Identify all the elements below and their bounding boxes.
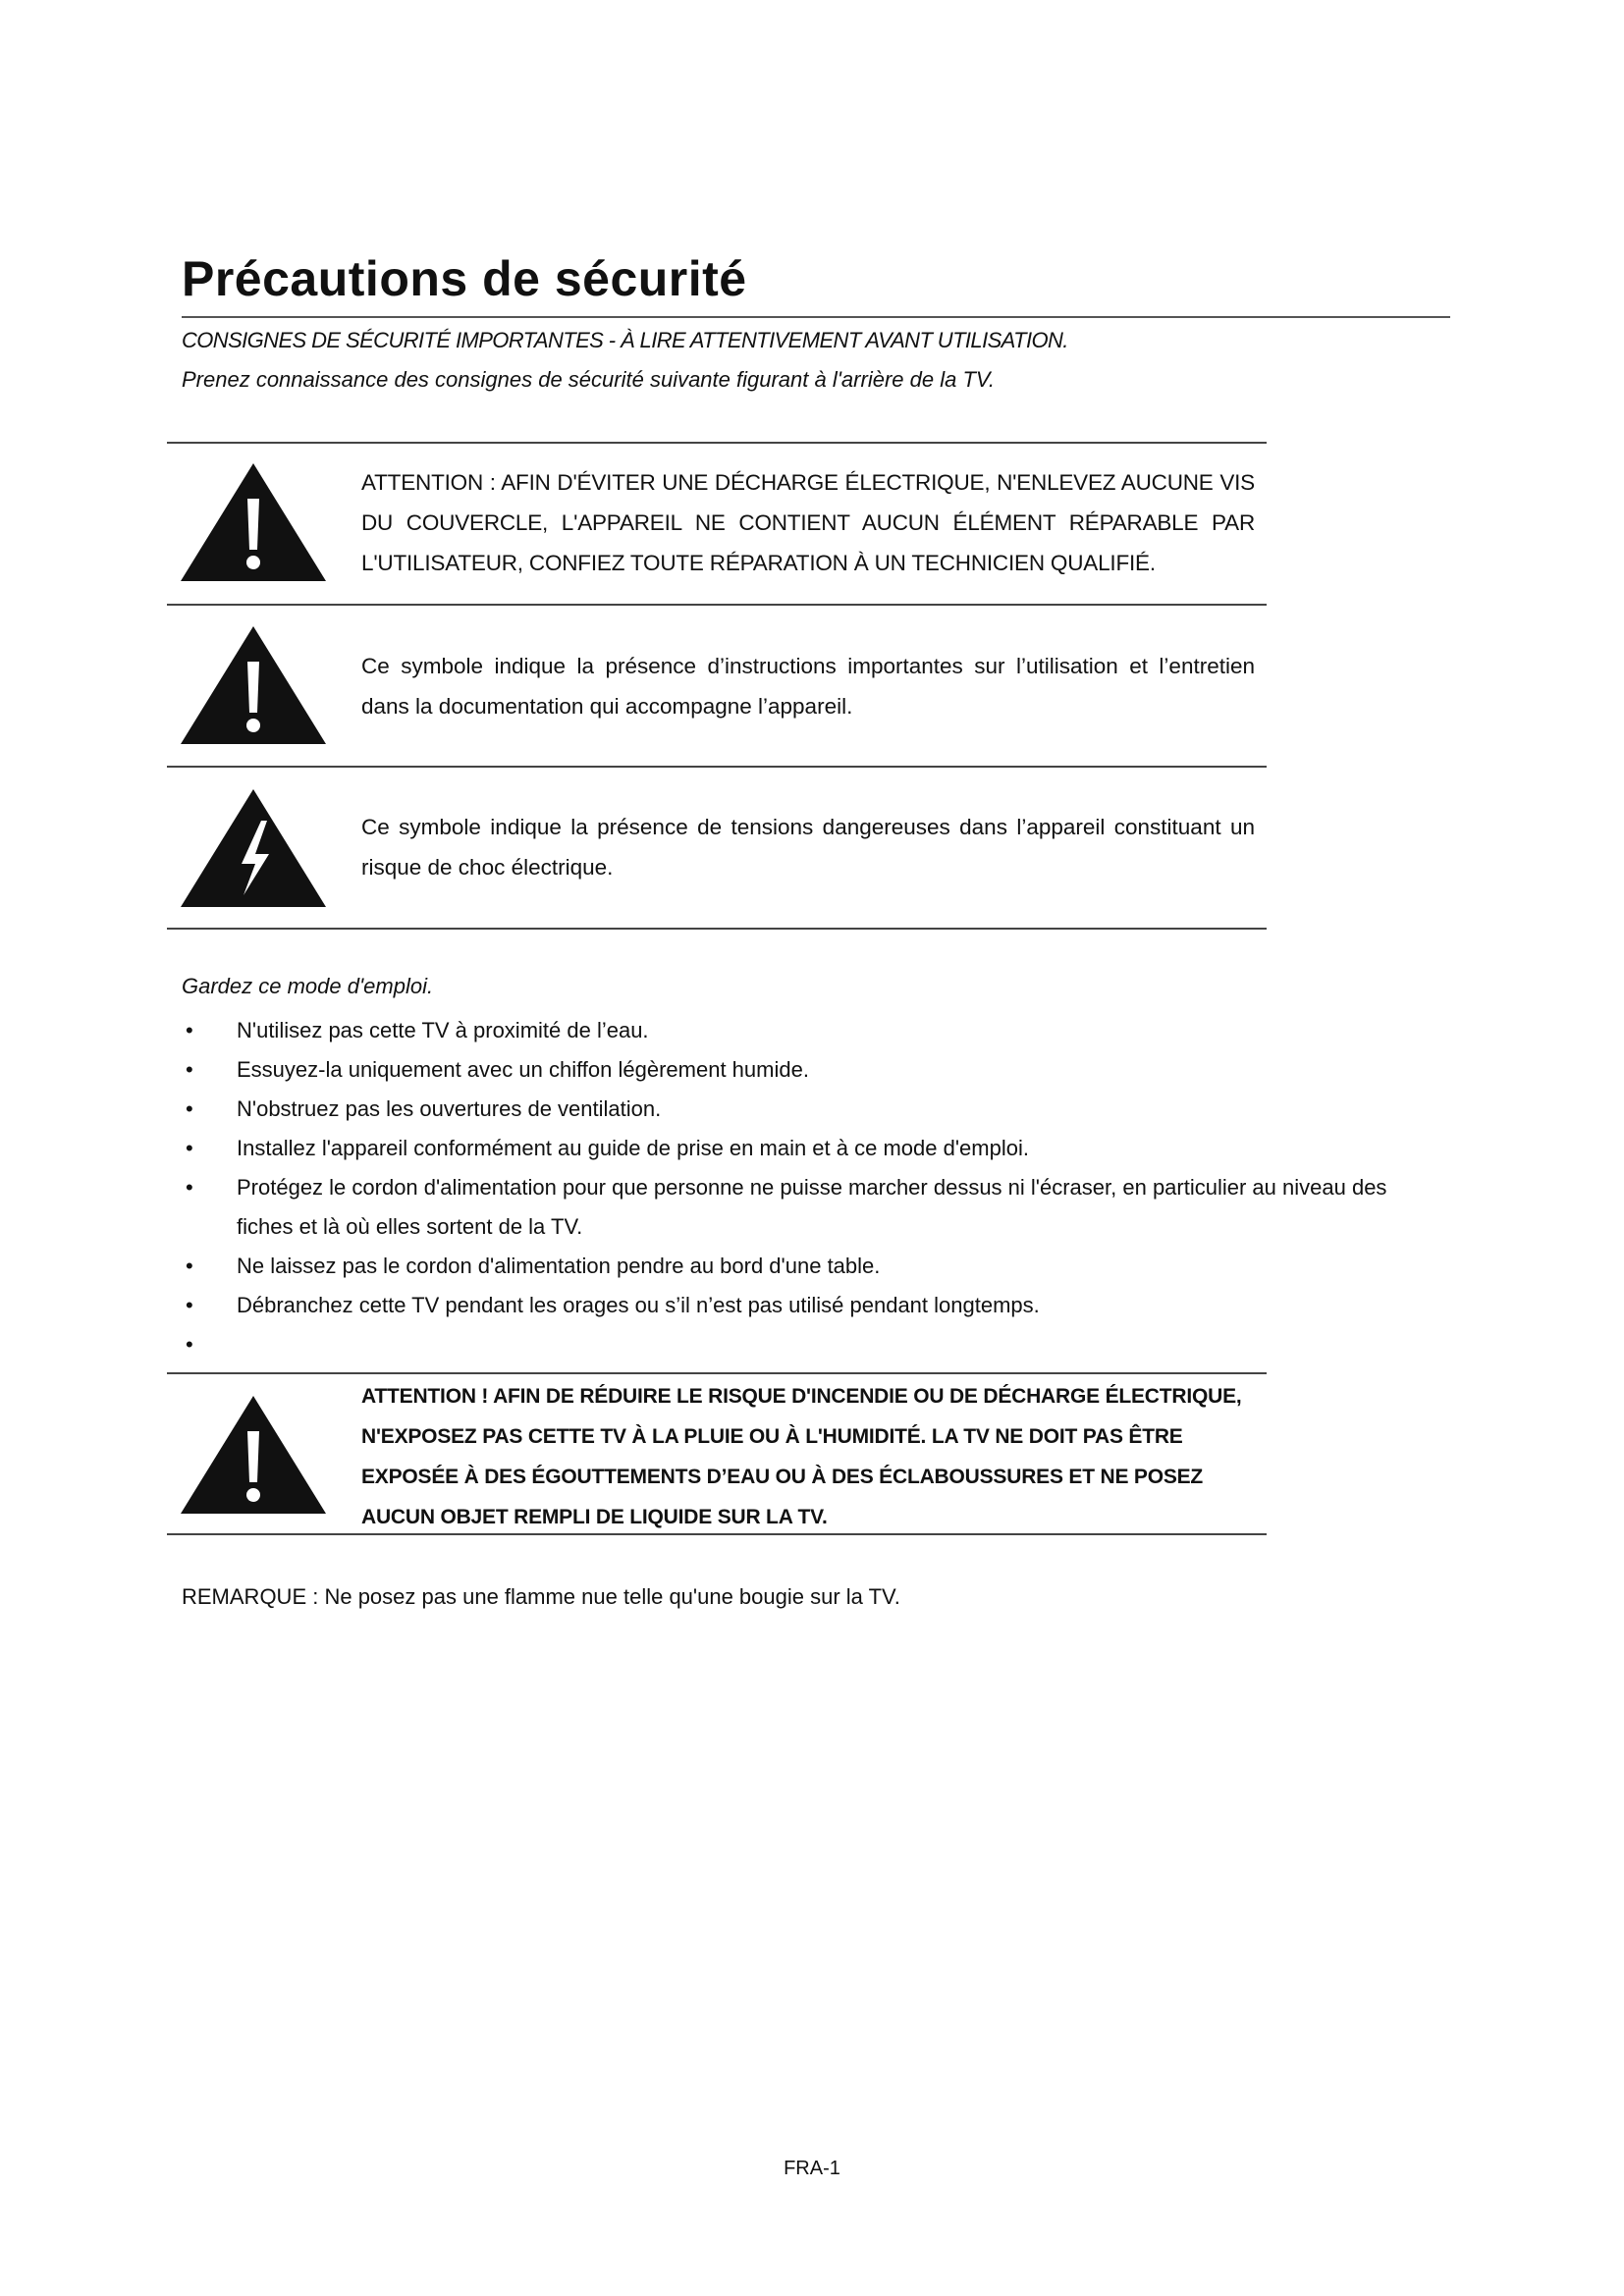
warning-table-divider (167, 766, 1267, 768)
bullet-marker: • (186, 1254, 193, 1278)
bullet-text: Ne laissez pas le cordon d'alimentation pendre au bord d'une table. (237, 1254, 881, 1278)
bullet-text: N'utilisez pas cette TV à proximité de l’eau. (237, 1018, 649, 1042)
bullet-text: Débranchez cette TV pendant les orages ou s’il n’est pas utilisé pendant longtemps. (237, 1293, 1040, 1317)
remark-note: REMARQUE : Ne posez pas une flamme nue telle qu'une bougie sur la TV. (182, 1584, 900, 1609)
exclamation-triangle-icon (179, 459, 328, 585)
bullet-text: N'obstruez pas les ouvertures de ventilation. (237, 1096, 662, 1121)
bullet-text: Protégez le cordon d'alimentation pour que personne ne puisse marcher dessus ni l'écraser, en particulier au niveau des fiches et là où elles sortent de la TV. (237, 1175, 1387, 1239)
list-item (182, 1325, 1448, 1364)
warning-voltage-text: Ce symbole indique la présence de tensions dangereuses dans l’appareil constituant un risque de choc électrique. (361, 815, 1255, 880)
bullet-marker: • (186, 1175, 193, 1200)
title-divider (182, 316, 1450, 318)
keep-manual-note: Gardez ce mode d'emploi. (182, 974, 434, 998)
bullet-text: Installez l'appareil conformément au guide de prise en main et à ce mode d'emploi. (237, 1136, 1029, 1160)
list-item (182, 1129, 1448, 1168)
page-number: FRA-1 (784, 2158, 840, 2179)
fire-warning-divider (167, 1372, 1267, 1374)
warning-instructions-text: Ce symbole indique la présence d’instructions importantes sur l’utilisation et l’entretien dans la documentation qui accompagne l’appareil. (361, 654, 1255, 719)
list-item (182, 1011, 1448, 1050)
bullet-marker: • (186, 1057, 193, 1082)
warning-no-screws-text: ATTENTION : AFIN D'ÉVITER UNE DÉCHARGE ÉLECTRIQUE, N'ENLEVEZ AUCUNE VIS DU COUVERCLE, L'APPAREIL NE CONTIENT AUCUN ÉLÉMENT RÉPARABLE PAR L'UTILISATEUR, CONFIEZ TOUTE RÉPARATION À UN TECHNICIEN QUALIFIÉ. (361, 470, 1255, 575)
warning-table-divider (167, 442, 1267, 444)
warning-table-divider (167, 604, 1267, 606)
list-item (182, 1168, 1448, 1247)
lightning-triangle-icon (179, 785, 328, 911)
bullet-marker: • (186, 1136, 193, 1160)
fire-warning-divider (167, 1533, 1267, 1535)
bullet-marker: • (186, 1018, 193, 1042)
list-item (182, 1050, 1448, 1090)
exclamation-triangle-icon (179, 1392, 328, 1518)
fire-warning-text: ATTENTION ! AFIN DE RÉDUIRE LE RISQUE D'INCENDIE OU DE DÉCHARGE ÉLECTRIQUE, N'EXPOSEZ PAS CETTE TV À LA PLUIE OU À L'HUMIDITÉ. LA TV NE DOIT PAS ÊTRE EXPOSÉE À DES ÉGOUTTEMENTS D’EAU OU À DES ÉCLABOUSSURES ET NE POSEZ AUCUN OBJET REMPLI DE LIQUIDE SUR LA TV. (361, 1385, 1242, 1528)
bullet-text: Essuyez-la uniquement avec un chiffon légèrement humide. (237, 1057, 809, 1082)
list-item (182, 1286, 1448, 1325)
intro-rear-label-line: Prenez connaissance des consignes de sécurité suivante figurant à l'arrière de la TV. (182, 367, 996, 392)
list-item (182, 1090, 1448, 1129)
safety-bullet-list (182, 1011, 1448, 1364)
bullet-marker: • (186, 1332, 193, 1357)
intro-important-line: CONSIGNES DE SÉCURITÉ IMPORTANTES - À LIRE ATTENTIVEMENT AVANT UTILISATION. (182, 328, 1068, 352)
page-title: Précautions de sécurité (182, 251, 747, 306)
exclamation-triangle-icon (179, 622, 328, 748)
list-item (182, 1247, 1448, 1286)
warning-table-divider (167, 928, 1267, 930)
bullet-marker: • (186, 1096, 193, 1121)
bullet-marker: • (186, 1293, 193, 1317)
